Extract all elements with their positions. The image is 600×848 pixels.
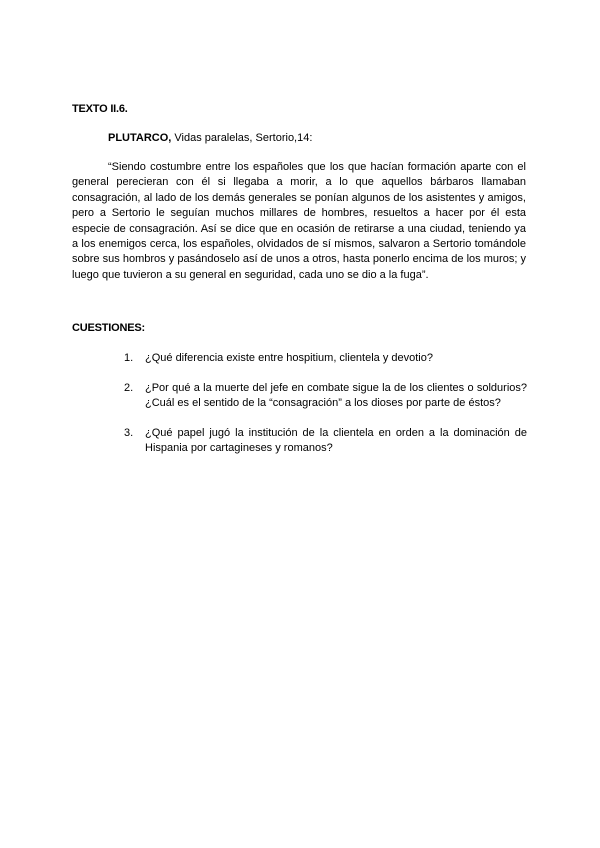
question-item <box>124 381 527 411</box>
text-heading: TEXTO II.6. <box>72 103 128 115</box>
quote-paragraph: “Siendo costumbre entre los españoles que los que hacían formación aparte con el general perecieran con él si llegaba a morir, a lo que aquellos bárbaros llamaban consagración, al lado de los demás generales se ponían algunos de los asistentes y amigos, pero a Sertorio le seguían muchos millares de hombres, resueltos a hacer por él esta especie de consagración. Así se dice que en ocasión de retirarse a una ciudad, teniendo ya a los enemigos cerca, los españoles, olvidados de sí mismos, salvaron a Sertorio tomándole sobre sus hombros y pasándoselo así de unos a otros, hasta ponerlo encima de los muros; y luego que tuvieron a su general en seguridad, cada uno se dio a la fuga”. <box>72 161 526 281</box>
question-item <box>124 351 527 366</box>
question-text: ¿Qué papel jugó la institución de la clientela en orden a la dominación de Hispania por cartagineses y romanos? <box>145 427 527 454</box>
source-citation <box>108 132 312 144</box>
source-work: Vidas paralelas, Sertorio,14: <box>171 132 313 144</box>
source-author: PLUTARCO, <box>108 132 172 144</box>
questions-heading: CUESTIONES: <box>72 322 145 334</box>
question-number: 3. <box>124 427 134 439</box>
questions-list <box>124 351 527 471</box>
question-item <box>124 426 527 456</box>
question-text: ¿Qué diferencia existe entre hospitium, clientela y devotio? <box>145 352 433 364</box>
question-number: 2. <box>124 382 134 394</box>
question-number: 1. <box>124 352 134 364</box>
question-text: ¿Por qué a la muerte del jefe en combate sigue la de los clientes o soldurios? ¿Cuál es el sentido de la “consagración” a los dioses por parte de éstos? <box>145 382 527 409</box>
